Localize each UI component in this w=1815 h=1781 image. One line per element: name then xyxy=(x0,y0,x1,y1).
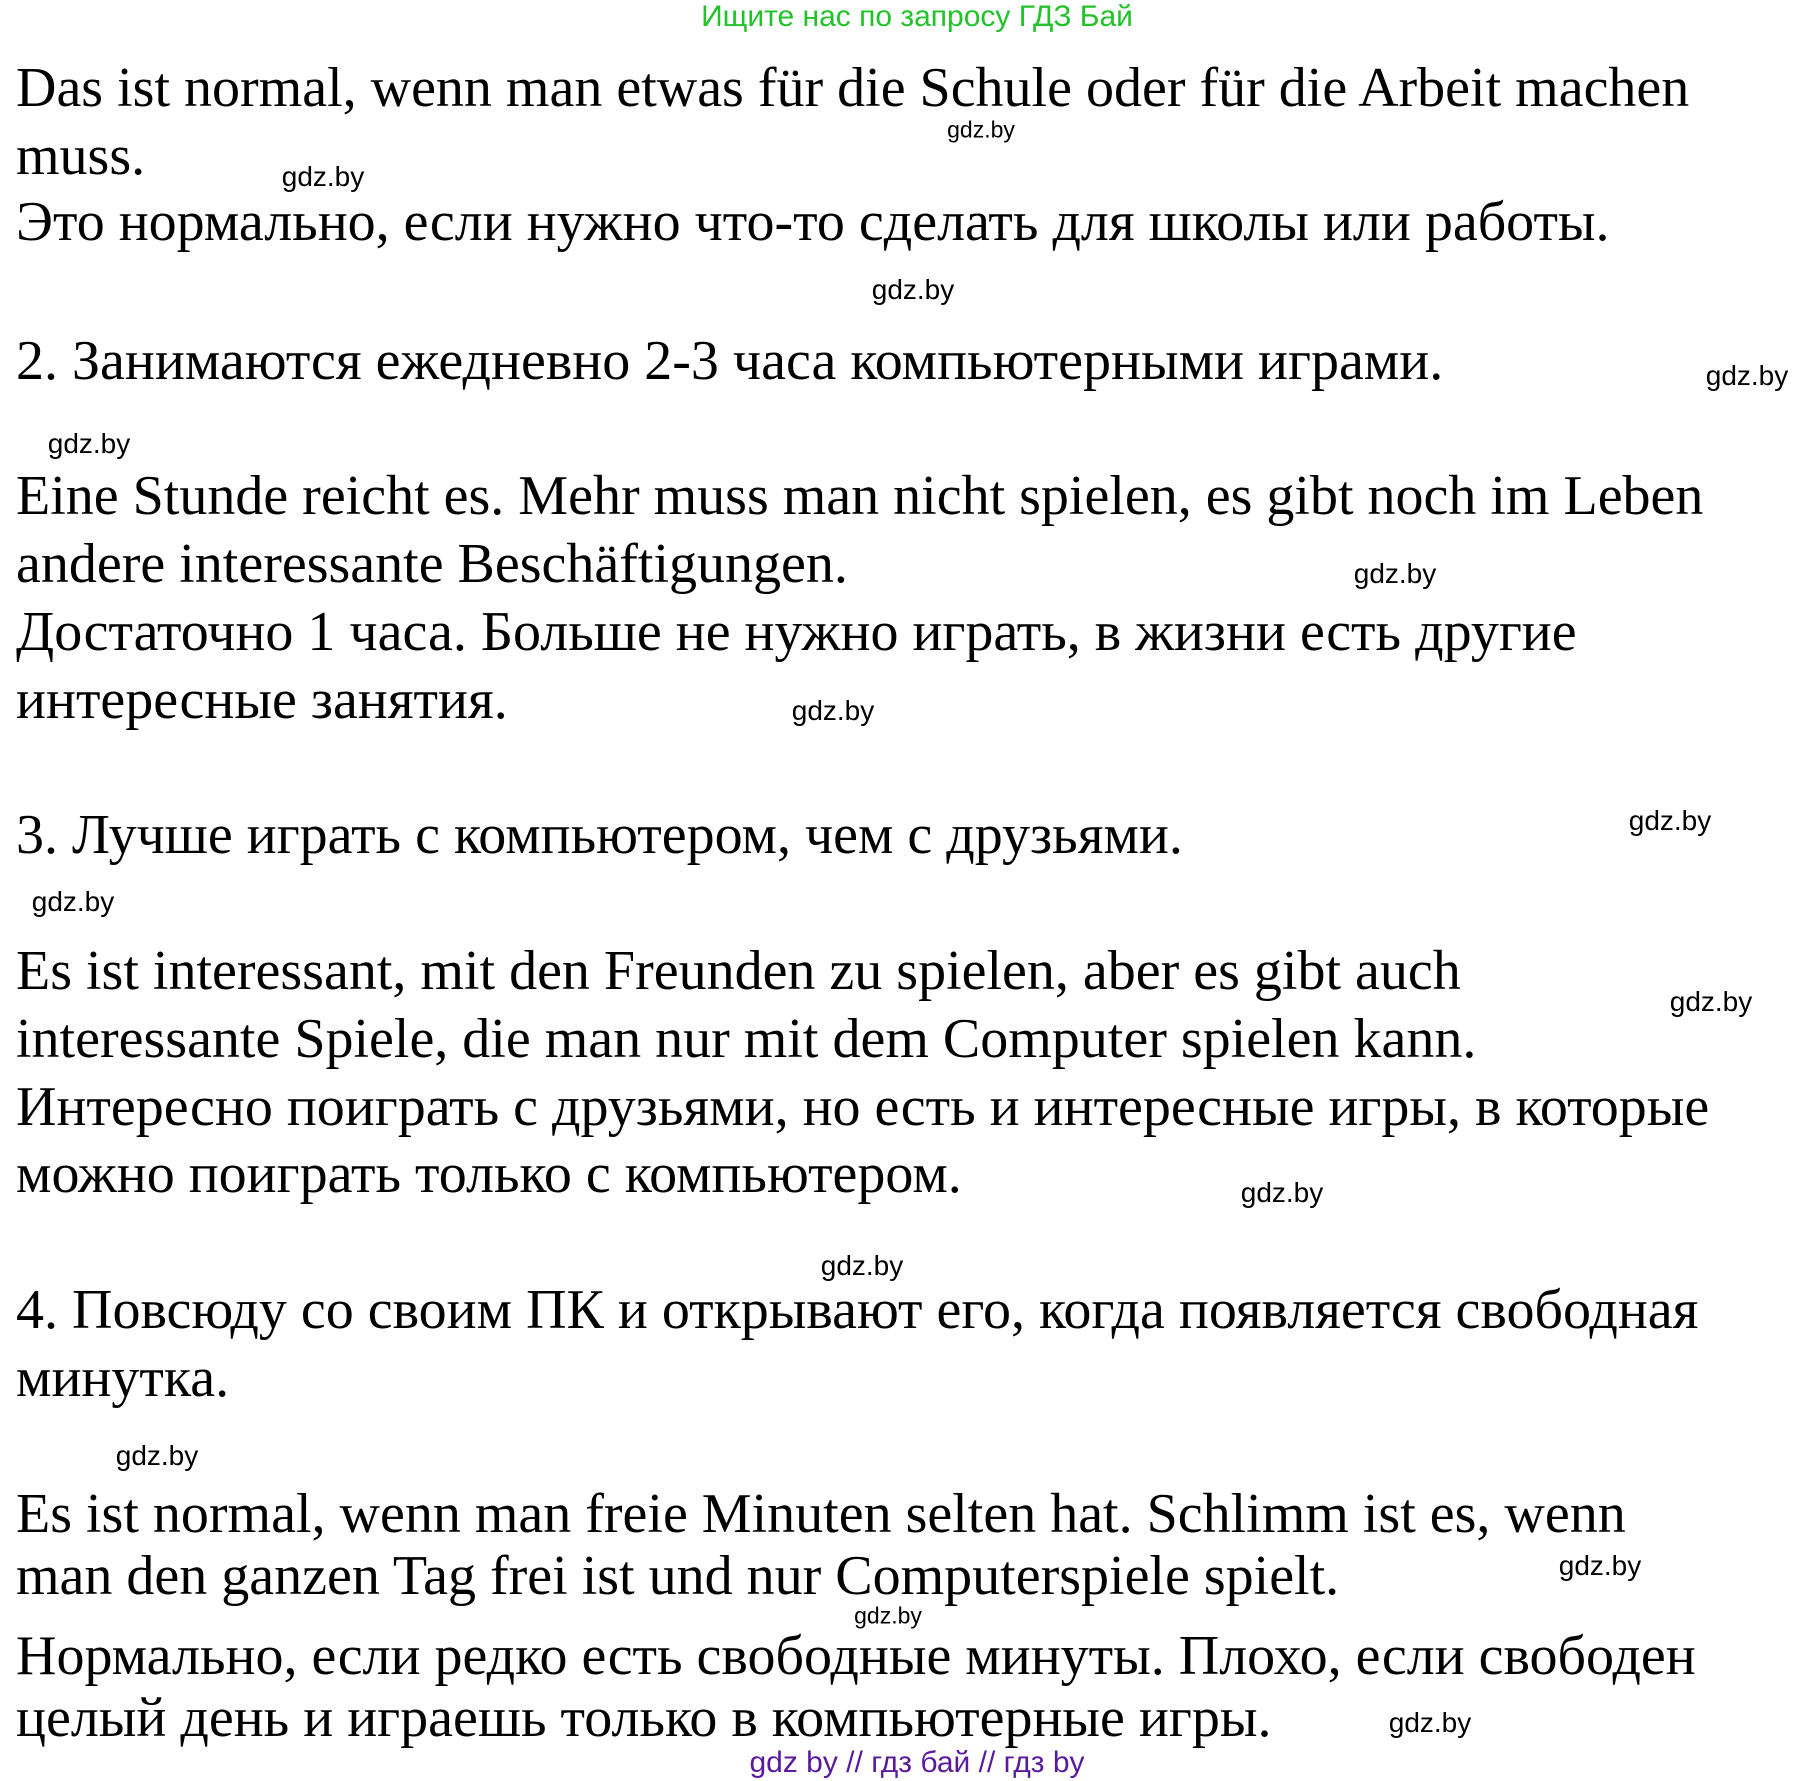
text-line: можно поиграть только с компьютером. xyxy=(16,1143,962,1205)
watermark: gdz.by xyxy=(1240,1177,1324,1208)
footer-links: gdz by // гдз бай // гдз by xyxy=(749,1746,1085,1779)
watermark: gdz.by xyxy=(1628,805,1712,836)
search-hint-header: Ищите нас по запросу ГДЗ Бай xyxy=(701,0,1133,33)
text-line: целый день и играешь только в компьютерные игры. xyxy=(16,1687,1272,1749)
watermark: gdz.by xyxy=(871,274,955,305)
question-2: 2. Занимаются ежедневно 2-3 часа компьютерными играми. xyxy=(16,330,1444,392)
text-line: Das ist normal, wenn man etwas für die Schule oder für die Arbeit machen xyxy=(16,57,1690,119)
text-line: Достаточно 1 часа. Больше не нужно играть, в жизни есть другие xyxy=(16,601,1577,663)
text-line: Es ist interessant, mit den Freunden zu spielen, aber es gibt auch xyxy=(16,940,1461,1002)
watermark: gdz.by xyxy=(115,1440,199,1471)
watermark: gdz.by xyxy=(31,886,115,917)
watermark: gdz.by xyxy=(1669,986,1753,1017)
watermark: gdz.by xyxy=(1558,1550,1642,1581)
text-line: интересные занятия. xyxy=(16,669,508,731)
text-line: Это нормально, если нужно что-то сделать для школы или работы. xyxy=(16,191,1610,253)
watermark: gdz.by xyxy=(854,1602,922,1629)
text-line: Интересно поиграть с друзьями, но есть и интересные игры, в которые xyxy=(16,1076,1710,1138)
watermark: gdz.by xyxy=(1705,360,1789,391)
watermark: gdz.by xyxy=(947,116,1015,143)
text-line: минутка. xyxy=(16,1347,230,1409)
text-line: muss. xyxy=(16,125,146,187)
watermark: gdz.by xyxy=(1388,1707,1472,1738)
watermark: gdz.by xyxy=(791,695,875,726)
text-line: andere interessante Beschäftigungen. xyxy=(16,533,848,595)
watermark: gdz.by xyxy=(820,1250,904,1281)
question-4: 4. Повсюду со своим ПК и открывают его, когда появляется свободная xyxy=(16,1279,1699,1341)
question-3: 3. Лучше играть с компьютером, чем с друзьями. xyxy=(16,804,1183,866)
text-line: man den ganzen Tag frei ist und nur Computerspiele spielt. xyxy=(16,1545,1340,1607)
watermark: gdz.by xyxy=(47,428,131,459)
text-line: Eine Stunde reicht es. Mehr muss man nicht spielen, es gibt noch im Leben xyxy=(16,465,1704,527)
text-line: Нормально, если редко есть свободные минуты. Плохо, если свободен xyxy=(16,1625,1696,1687)
watermark: gdz.by xyxy=(281,161,365,192)
text-line: Es ist normal, wenn man freie Minuten selten hat. Schlimm ist es, wenn xyxy=(16,1483,1626,1545)
watermark: gdz.by xyxy=(1353,558,1437,589)
text-line: interessante Spiele, die man nur mit dem Computer spielen kann. xyxy=(16,1008,1477,1070)
